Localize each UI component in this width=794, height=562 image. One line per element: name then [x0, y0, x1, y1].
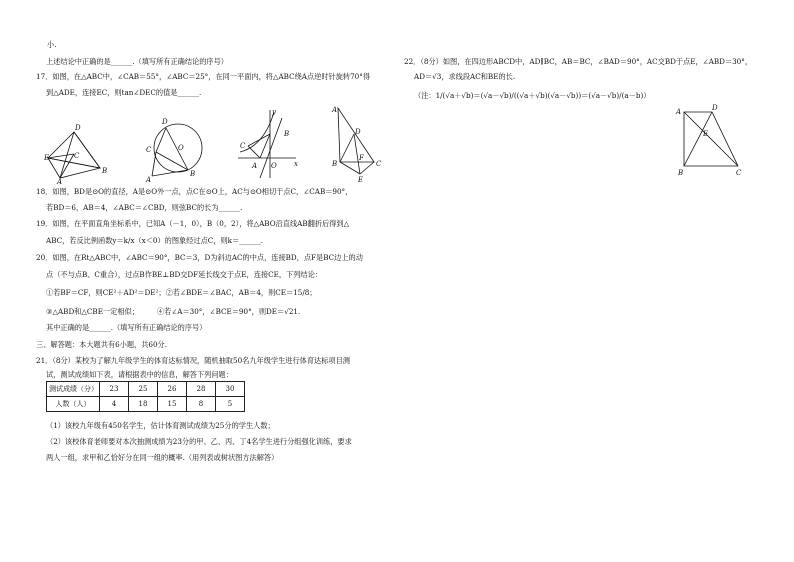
question-18-line-2: 若BD＝6，AB＝4，∠ABC＝∠CBD，则弦BC的长为______.	[46, 203, 243, 212]
figure-20-label-f: F	[359, 154, 364, 162]
question-20-line-1: 20．如图，在Rt△ABC中，∠ABC＝90°，BC＝3，D为斜边AC的中点，连接BD，点F是BC边上的动	[36, 253, 363, 262]
figure-22-label-e: E	[703, 130, 709, 138]
count-cell: 18	[129, 397, 158, 412]
figure-17-label-b: B	[102, 167, 108, 175]
figure-18-label-b: B	[190, 170, 196, 178]
score-cell: 28	[187, 382, 216, 397]
figure-19-label-a: A	[252, 162, 258, 170]
question-20-conclusions-1: ①若BF＝CF，则CE²＋AD²＝DE²；②若∠BDE＝∠BAC，AB＝4，则CE＝15/8；	[46, 288, 317, 297]
figure-20-label-e: E	[358, 176, 364, 184]
question-17-line-1: 17．如图，在△ABC中，∠CAB＝55°，∠ABC＝25°，在同一平面内，将△ABC绕A点逆时针旋转70°得	[36, 72, 371, 81]
question-19-line-2: ABC，若反比例函数y＝k/x（x＜0）的图象经过点C，则k＝______.	[46, 236, 264, 245]
figure-18-label-a: A	[146, 176, 152, 184]
figure-17-triangle-abc	[48, 158, 100, 178]
figure-18-label-c: C	[146, 146, 152, 154]
figure-20-label-b: B	[332, 160, 338, 168]
figure-19-label-y: y	[272, 108, 276, 116]
figure-19-label-x: x	[294, 160, 298, 168]
figure-18-label-o: O	[178, 144, 184, 152]
score-table-row	[47, 382, 245, 397]
question-21-sub-3: 两人一组，求甲和乙恰好分在同一组的概率.（用列表或树状图方法解答）	[46, 453, 279, 462]
count-cell: 8	[187, 397, 216, 412]
figure-19-label-o: O	[271, 162, 277, 170]
figure-22	[674, 102, 750, 180]
score-table	[46, 381, 245, 412]
question-20-conclusions-2: ③△ABD和△CBE一定相似； ④若∠A＝30°，∠BCE＝90°，则DE＝√21.	[46, 307, 301, 316]
figure-22-label-c: C	[736, 169, 742, 177]
figure-17-label-e: E	[44, 154, 50, 162]
question-19-line-1: 19．如图，在平面直角坐标系中，已知A（－1，0），B（0，2），将△ABO沿直线AB翻折后得到△	[36, 219, 350, 228]
figure-17	[44, 118, 118, 184]
count-header-label: 人数（人）	[47, 397, 100, 412]
question-21-line-1: 21．（8分）某校为了解九年级学生的体育达标情况，随机抽取50名九年级学生进行体育达标项目测	[36, 356, 350, 365]
figure-20-label-d: D	[355, 128, 361, 136]
figure-18-label-d: D	[162, 118, 168, 126]
question-22-note: （注：1/(√a＋√b)＝(√a－√b)/((√a＋√b)(√a－√b))＝(√a－√b)/(a－b)）	[414, 91, 651, 100]
count-cell: 15	[158, 397, 187, 412]
question-22-line-2: AD＝√3，求线段AC和BE的长.	[414, 72, 516, 81]
count-cell: 4	[100, 397, 129, 412]
figure-17-label-d: D	[75, 124, 81, 132]
figure-18	[138, 114, 210, 184]
figure-22-label-b: B	[678, 169, 684, 177]
question-22-line-1: 22．（8分）如图，在四边形ABCD中，AD∥BC，AB＝BC，∠BAD＝90°，AC交BD于点E，∠ABD＝30°，	[404, 57, 753, 66]
figure-20-label-a: A	[332, 106, 338, 114]
question-21-sub-1: （1）该校九年级有450名学生，估计体育测试成绩为25分的学生人数；	[46, 421, 275, 430]
score-cell: 26	[158, 382, 187, 397]
text-line-0: 小.	[47, 40, 57, 49]
figure-19-label-c: C	[240, 142, 246, 150]
question-21-sub-2: （2）该校体育老师要对本次抽测成绩为23分的甲、乙、丙、丁4名学生进行分组强化训练，要求	[46, 437, 352, 446]
figure-20	[330, 104, 384, 184]
figure-22-diagonal-ac	[684, 112, 738, 166]
score-cell: 23	[100, 382, 129, 397]
figure-19	[234, 106, 306, 184]
question-18-line-1: 18．如图，BD是⊙O的直径，A是⊙O外一点，点C在⊙O上，AC与⊙O相切于点C，∠CAB＝90°，	[36, 187, 353, 196]
question-21-line-2: 试，测试成绩如下表，请根据表中的信息，解答下列问题：	[46, 370, 233, 379]
text-line-1: 上述结论中正确的是______.（填写所有正确结论的序号）	[46, 57, 228, 66]
figure-17-label-a: A	[57, 178, 63, 184]
figure-22-label-d: D	[712, 104, 718, 112]
question-17-line-2: 到△ADE，连接EC，则tan∠DEC的值是______.	[46, 88, 202, 97]
count-cell: 5	[216, 397, 245, 412]
figure-22-label-a: A	[676, 108, 682, 116]
question-20-line-2: 点（不与点B、C重合），过点B作BE⊥BD交DF延长线交于点E，连接CE，下列结论：	[46, 270, 322, 279]
score-cell: 25	[129, 382, 158, 397]
figure-19-label-b: B	[284, 130, 290, 138]
figure-17-label-c: C	[74, 152, 80, 160]
figure-20-label-c: C	[376, 160, 382, 168]
score-header-label: 测试成绩（分）	[47, 382, 100, 397]
section-3-heading: 三、解答题：本大题共有6小题，共60分.	[36, 340, 168, 349]
score-cell: 30	[216, 382, 245, 397]
question-20-answer-line: 其中正确的是______.（填写所有正确结论的序号）	[46, 323, 207, 332]
figure-22-diagonal-bd	[684, 112, 712, 166]
count-table-row	[47, 397, 245, 412]
